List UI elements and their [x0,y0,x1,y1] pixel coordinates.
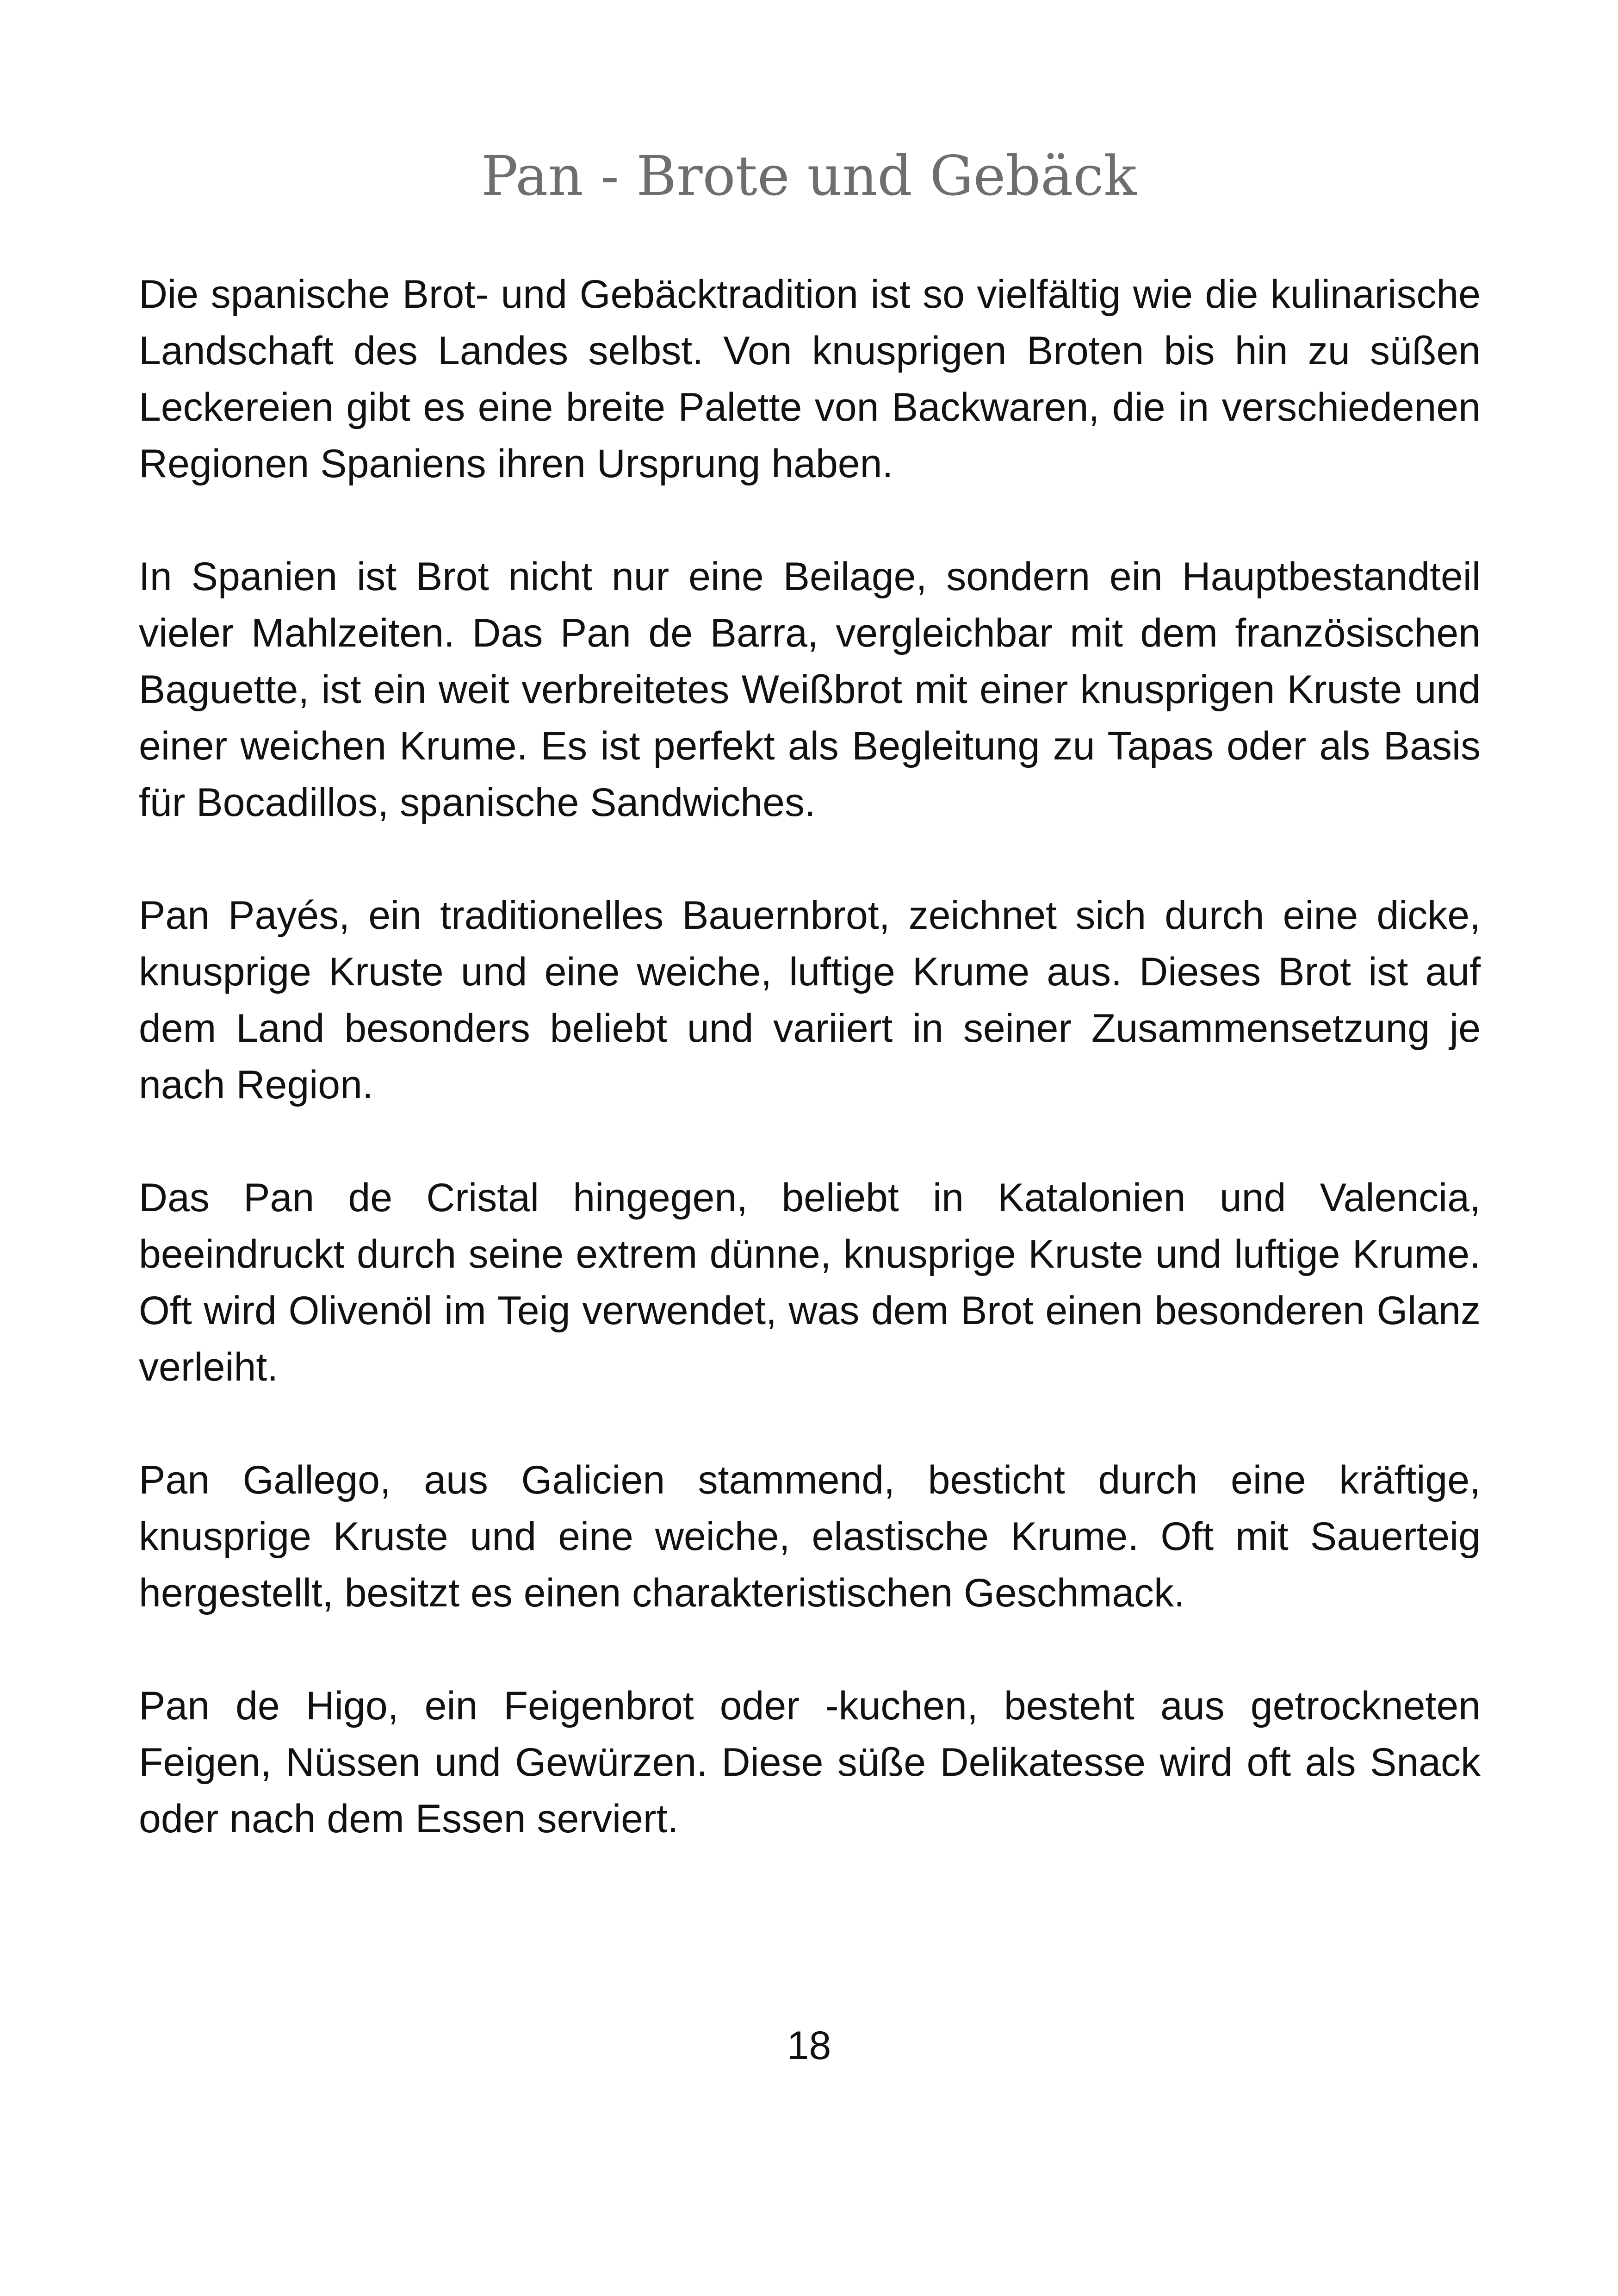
paragraph-pan-payes: Pan Payés, ein traditionelles Bauernbrot, zeichnet sich durch eine dicke, knusprige Kruste und eine weiche, luftige Krume aus. Dieses Brot ist auf dem Land besonders beliebt und variiert in seiner Zusammensetzung je nach Region. [139,893,1481,1107]
paragraph-pan-gallego: Pan Gallego, aus Galicien stammend, besticht durch eine kräftige, knusprige Kruste und eine weiche, elastische Krume. Oft mit Sauerteig hergestellt, besitzt es einen charakteristischen Geschmack. [139,1458,1481,1615]
page-title: Pan - Brote und Gebäck [481,144,1137,208]
paragraph-pan-de-higo: Pan de Higo, ein Feigenbrot oder -kuchen, besteht aus getrockneten Feigen, Nüssen und Gewürzen. Diese süße Delikatesse wird oft als Snack oder nach dem Essen serviert. [139,1684,1481,1841]
paragraph-pan-de-cristal: Das Pan de Cristal hingegen, beliebt in Katalonien und Valencia, beeindruckt durch seine extrem dünne, knusprige Kruste und luftige Krume. Oft wird Olivenöl im Teig verwendet, was dem Brot einen besonderen Glanz verleiht. [139,1176,1481,1389]
paragraph-pan-de-barra: In Spanien ist Brot nicht nur eine Beilage, sondern ein Hauptbestandteil vieler Mahlzeiten. Das Pan de Barra, vergleichbar mit dem französischen Baguette, ist ein weit verbreitetes Weißbrot mit einer knusprigen Kruste und einer weichen Krume. Es ist perfekt als Begleitung zu Tapas oder als Basis für Bocadillos, spanische Sandwiches. [139,554,1481,825]
page-number: 18 [787,2023,831,2068]
body-text [139,266,1481,1904]
paragraph-intro: Die spanische Brot- und Gebäcktradition ist so vielfältig wie die kulinarische Landschaft des Landes selbst. Von knusprigen Broten bis hin zu süßen Leckereien gibt es eine breite Palette von Backwaren, die in verschiedenen Regionen Spaniens ihren Ursprung haben. [139,272,1481,486]
